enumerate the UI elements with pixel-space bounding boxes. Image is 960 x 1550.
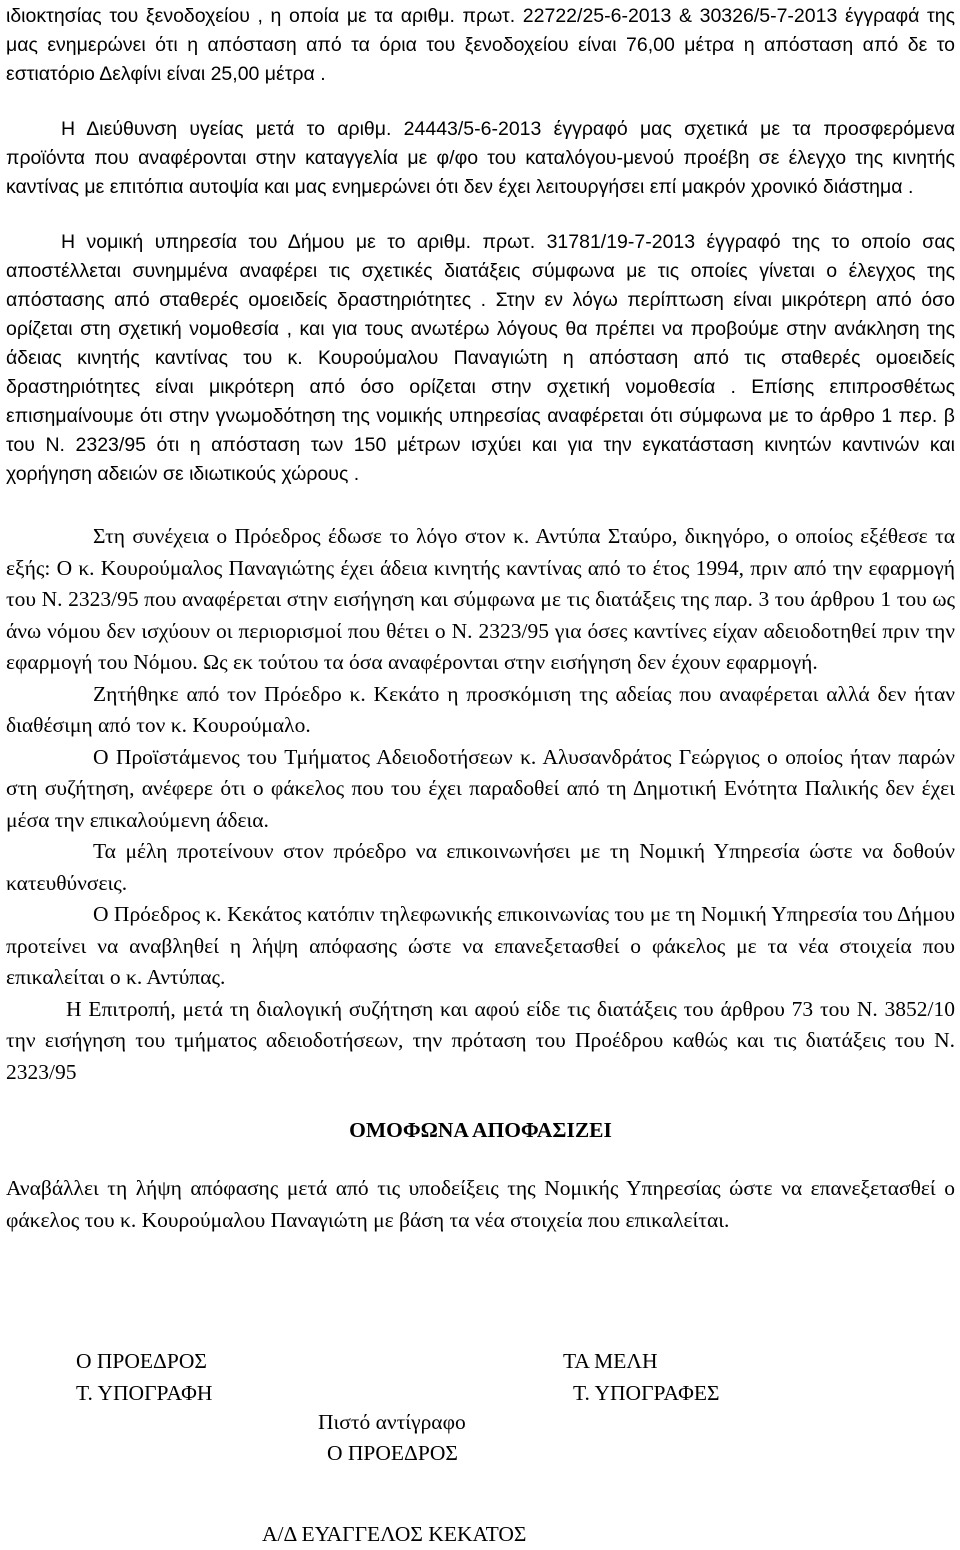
paragraph-hotel-distance: ιδιοκτησίας του ξενοδοχείου , η οποία με τα αριθμ. πρωτ. 22722/25-6-2013 & 30326/5-7-2013 έγγραφά της μας ενημερώνει ότι η απόσταση από τα όρια του ξενοδοχείου είναι 76,00 μέτρα η απόσταση από δε το εστιατόριο Δελφίνι είναι 25,00 μέτρα .: [6, 5, 955, 85]
members-title: ΤΑ ΜΕΛΗ: [563, 1349, 658, 1373]
paragraph-license-request: Ζητήθηκε από τον Πρόεδρο κ. Κεκάτο η προσκόμιση της αδείας που αναφέρεται αλλά δεν ήταν διαθέσιμη από τον κ. Κουρούμαλο.: [6, 681, 955, 737]
signatory-name: Α/Δ ΕΥΑΓΓΕΛΟΣ ΚΕΚΑΤΟΣ: [262, 1522, 527, 1546]
document-page: [6, 0, 955, 1236]
paragraph-legal-service: Η νομική υπηρεσία του Δήμου με το αριθμ. πρωτ. 31781/19-7-2013 έγγραφό της το οποίο σας αποστέλλεται συνημμένα αναφέρει τις σχετικές διατάξεις σύμφωνα με τις οποίες γίνεται ο έλεγχος της απόστασης από σταθερές ομοειδείς δραστηριότητες . Στην εν λόγω περίπτωση είναι μικρότερη από όσο ορίζεται στη σχετική νομοθεσία , και για τους ανωτέρω λόγους θα πρέπει να προβούμε στην ανάκληση της άδειας κινητής καντίνας του κ. Κουρούμαλου Παναγιώτη η απόσταση από τις σταθερές ομοειδείς δραστηριότητες είναι μικρότερη από όσο ορίζεται στην σχετική νομοθεσία . Επίσης επιπροσθέτως επισημαίνουμε ότι στην γνωμοδότηση της νομικής υπηρεσίας αναφέρεται ότι σύμφωνα με το άρθρο 1 περ. β του Ν. 2323/95 ότι η απόσταση των 150 μέτρων ισχύει και για την εγκατάσταση κινητών καντινών και χορήγηση αδειών σε ιδιωτικούς χώρους .: [6, 231, 955, 485]
president-title: Ο ΠΡΟΕΔΡΟΣ: [76, 1349, 207, 1373]
decision-heading: ΟΜΟΦΩΝΑ ΑΠΟΦΑΣΙΖΕΙ: [349, 1118, 612, 1142]
paragraph-members-proposal: Τα μέλη προτείνουν στον πρόεδρο να επικοινωνήσει με τη Νομική Υπηρεσία ώστε να δοθούν κατευθύνσεις.: [6, 839, 955, 895]
paragraph-president-proposal: Ο Πρόεδρος κ. Κεκάτος κατόπιν τηλεφωνικής επικοινωνίας του με τη Νομική Υπηρεσία του Δήμου προτείνει να αναβληθεί η λήψη απόφασης ώστε να επανεξετασθεί ο φάκελος με τα νέα στοιχεία που επικαλείται ο κ. Αντύπας.: [6, 902, 955, 989]
paragraph-committee: Η Επιτροπή, μετά τη διαλογική συζήτηση και αφού είδε τις διατάξεις του άρθρου 73 του Ν. 3852/10 την εισήγηση του τμήματος αδειοδοτήσεων, την πρόταση του Προέδρου καθώς και τις διατάξεις του Ν. 2323/95: [6, 996, 955, 1084]
copy-president-title: Ο ΠΡΟΕΔΡΟΣ: [327, 1441, 458, 1465]
paragraph-decision: Αναβάλλει τη λήψη απόφασης μετά από τις υποδείξεις της Νομικής Υπηρεσίας ώστε να επανεξετασθεί ο φάκελος του κ. Κουρούμαλου Παναγιώτη με βάση τα νέα στοιχεία που επικαλείται.: [6, 1176, 955, 1232]
paragraph-health-directorate: Η Διεύθυνση υγείας μετά το αριθμ. 24443/5-6-2013 έγγραφό μας σχετικά με τα προσφερόμενα προϊόντα που αναφέρονται στην καταγγελία με φ/φο του καταλόγου-μενού προέβη σε έλεγχο της κινητής καντίνας με επιτόπια αυτοψία και μας ενημερώνει ότι δεν έχει λειτουργήσει επί μακρόν χρονικό διάστημα .: [6, 118, 955, 198]
paragraph-lawyer-statement: Στη συνέχεια ο Πρόεδρος έδωσε το λόγο στον κ. Αντύπα Σταύρο, δικηγόρο, ο οποίος εξέθεσε τα εξής: Ο κ. Κουρούμαλος Παναγιώτης έχει άδεια κινητής καντίνας από το έτος 1994, πριν από την εφαρμογή του Ν. 2323/95 που αναφέρεται στην εισήγηση και σύμφωνα με τις διατάξεις της παρ. 3 του άρθρου 1 του ως άνω νόμου δεν ισχύουν οι περιορισμοί που θέτει ο Ν. 2323/95 για όσες καντίνες είχαν αδειοδοτηθεί πριν την εφαρμογή του Νόμου. Ως εκ τούτου τα όσα αναφέρονται στην εισήγηση δεν έχουν εφαρμογή.: [6, 524, 955, 674]
true-copy-label: Πιστό αντίγραφο: [318, 1410, 466, 1434]
paragraph-licensing-head: Ο Προϊστάμενος του Τμήματος Αδειοδοτήσεων κ. Αλυσανδράτος Γεώργιος ο οποίος ήταν παρών στη συζήτηση, ανέφερε ότι ο φάκελος που του έχει παραδοθεί από τη Δημοτική Ενότητα Παλικής δεν έχει μέσα την επικαλούμενη άδεια.: [6, 744, 955, 832]
president-signature: Τ. ΥΠΟΓΡΑΦΗ: [76, 1381, 213, 1405]
members-signature: Τ. ΥΠΟΓΡΑΦΕΣ: [573, 1381, 720, 1405]
